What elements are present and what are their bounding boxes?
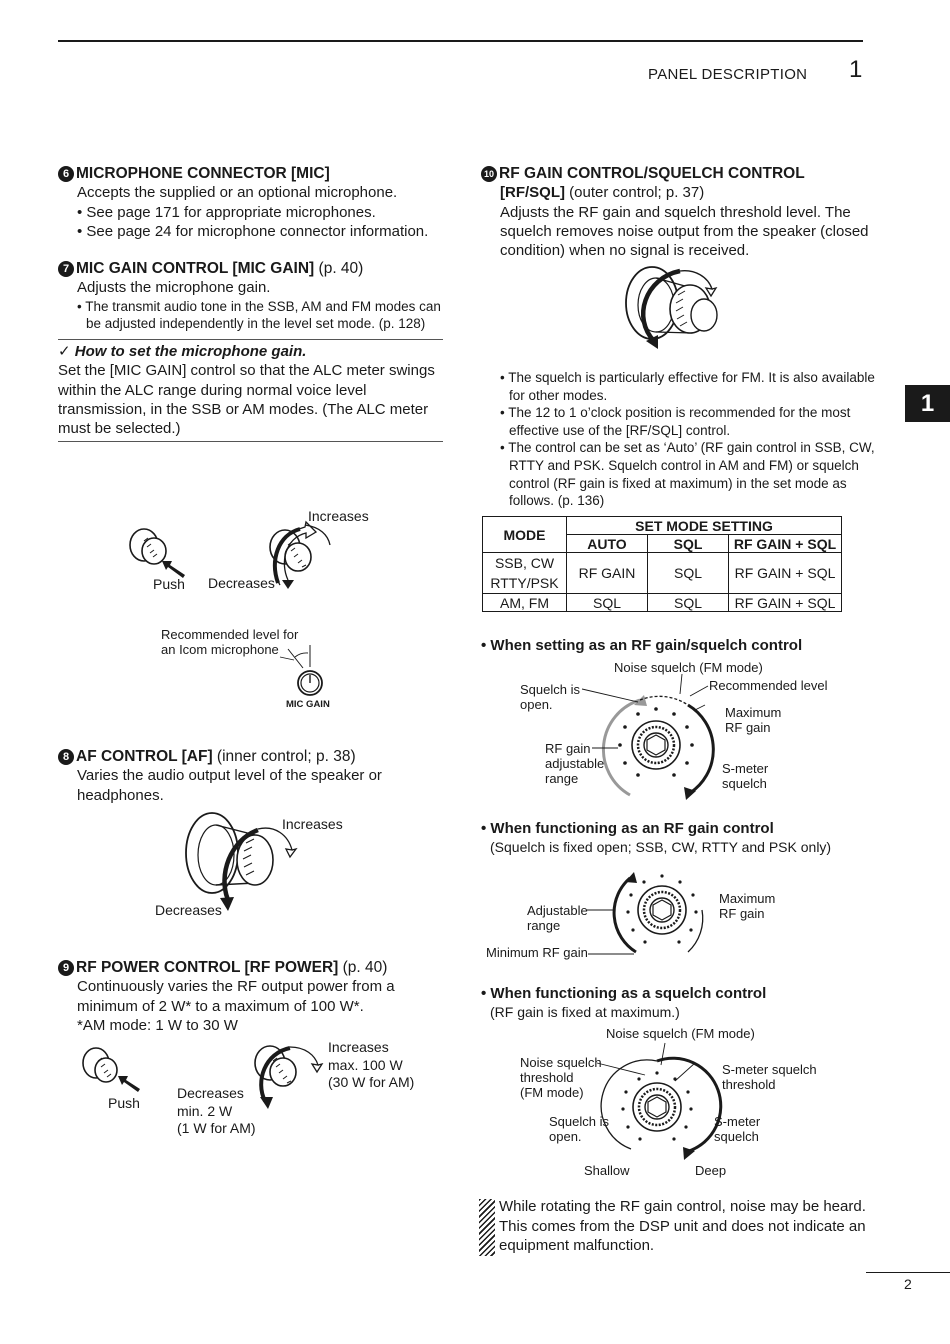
d1-smeter-label: S-meter squelch <box>722 761 769 791</box>
table-col-sql: SQL <box>648 535 729 553</box>
d1-recommended-label: Recommended level <box>709 678 828 693</box>
d3-noise-threshold-label: Noise squelch threshold (FM mode) <box>520 1055 602 1100</box>
af-decreases-label: Decreases <box>155 902 222 918</box>
d1-max-rf-label: Maximum RF gain <box>725 705 782 735</box>
rf-sql-knob-icon <box>626 267 717 339</box>
table-cell: RF GAIN + SQL <box>729 553 842 594</box>
chapter-side-tab: 1 <box>905 385 950 422</box>
howto-title: ✓ How to set the microphone gain. <box>58 342 307 360</box>
caution-note <box>481 1197 889 1256</box>
sec10-bullet-3: • The control can be set as ‘Auto’ (RF gain control in SSB, CW, RTTY and PSK. Squelch control in AM and FM) or squelch control (RF gain is fixed at maximum) in the set mode as follows. (p. 136) <box>500 440 875 509</box>
d3-noise-squelch-label: Noise squelch (FM mode) <box>606 1026 755 1041</box>
rf-power-push-label: Push <box>108 1095 140 1111</box>
table-cell: SQL <box>648 553 729 594</box>
table-row <box>483 553 842 594</box>
rf-power-decrease-arrowhead-icon <box>260 1097 273 1109</box>
mic-gain-figure <box>120 505 380 720</box>
mic-gain-howto-box <box>58 339 443 442</box>
mic-gain-push-knob <box>130 529 166 564</box>
sec6-bullet-2: • See page 24 for microphone connector information. <box>77 222 429 240</box>
table-header-set-mode: SET MODE SETTING <box>567 517 842 535</box>
sec10-desc: Adjusts the RF gain and squelch threshold level. The squelch removes noise output from the speaker (closed condition) when no signal is received. <box>500 203 869 260</box>
howto-text: Set the [MIC GAIN] control so that the ALC meter swings within the ALC range during normal voice level transmission, in the SSB or AM modes. (The ALC meter must be selected.) <box>58 362 435 438</box>
table-cell-mode: SSB, CW RTTY/PSK <box>483 553 567 594</box>
sec10-title-text: RF GAIN CONTROL/SQUELCH CONTROL <box>499 165 805 182</box>
sec7-title <box>58 259 443 278</box>
mic-gain-increases-label: Increases <box>308 508 369 524</box>
sec7-page-ref: (p. 40) <box>314 260 364 278</box>
sec10-title <box>481 164 876 183</box>
sec7-number-badge: 7 <box>58 261 74 277</box>
page-header-title: PANEL DESCRIPTION <box>648 66 808 83</box>
d3-deep-label: Deep <box>695 1163 727 1178</box>
d2-dial-icon <box>626 874 697 943</box>
d3-dial-icon <box>621 1071 692 1140</box>
sec8-desc: Varies the audio output level of the speaker or headphones. <box>77 767 382 804</box>
d3-smeter-label: S-meter squelch <box>714 1114 761 1144</box>
table-cell: RF GAIN + SQL <box>729 594 842 612</box>
table-header-mode: MODE <box>483 517 567 553</box>
rf-power-increases-label: Increases max. 100 W (30 W for AM) <box>328 1039 415 1090</box>
d3-shallow-label: Shallow <box>584 1163 630 1178</box>
sec9-title-text: RF POWER CONTROL [RF POWER] <box>76 959 339 976</box>
sec9-page-ref: (p. 40) <box>338 959 388 976</box>
rf-power-decreases-label: Decreases min. 2 W (1 W for AM) <box>177 1085 256 1136</box>
d1-rf-adjust-label: RF gain adjustable range <box>545 741 605 786</box>
d1-dial-icon <box>618 707 694 777</box>
d3-smeter-threshold-label: S-meter squelch threshold <box>722 1062 817 1092</box>
sec6-number-badge: 6 <box>58 166 74 182</box>
d2-min-pointer <box>588 949 638 959</box>
rf-power-push-knob <box>83 1048 117 1082</box>
table-row <box>483 594 842 612</box>
sec8-title-text: AF CONTROL [AF] <box>76 748 213 765</box>
d1-heading: • When setting as an RF gain/squelch control <box>481 637 803 654</box>
sec9-am-note: *AM mode: 1 W to 30 W <box>77 1016 238 1034</box>
sec10-bullets <box>481 369 876 510</box>
page-number-rule <box>866 1272 950 1273</box>
sec10-page-ref: (outer control; p. 37) <box>565 184 705 202</box>
rf-power-push-arrow-icon <box>118 1076 140 1092</box>
sec10-number-badge: 10 <box>481 166 497 182</box>
d2-max-rf-label: Maximum RF gain <box>719 891 776 921</box>
right-column <box>481 164 876 260</box>
sec6-bullet-1: • See page 171 for appropriate microphones. <box>77 203 376 221</box>
sec9-number-badge: 9 <box>58 960 74 976</box>
sec10-bullet-2: • The 12 to 1 o’clock position is recommended for the most effective use of the [RF/SQL] control. <box>500 405 851 438</box>
sec8-page-ref: (inner control; p. 38) <box>212 748 356 765</box>
d3-heading: • When functioning as a squelch control <box>481 985 767 1002</box>
af-increases-label: Increases <box>282 816 343 832</box>
d2-adjust-arrowhead-icon <box>625 872 637 883</box>
page-number: 2 <box>904 1276 912 1292</box>
d2-adjust-arc <box>614 878 636 952</box>
sec7-desc: Adjusts the microphone gain. <box>77 279 271 297</box>
increase-arrow-tip-icon <box>305 525 330 545</box>
set-mode-table <box>482 516 842 612</box>
mic-gain-knob-label: MIC GAIN <box>286 699 330 710</box>
d1-sq-pointer <box>582 686 642 706</box>
d2-min-rf-label: Minimum RF gain <box>486 945 588 960</box>
decrease-arrowhead-icon <box>282 580 294 589</box>
chapter-number: 1 <box>849 56 863 83</box>
d3-squelch-open-label: Squelch is open. <box>549 1114 609 1144</box>
sec6-desc: Accepts the supplied or an optional microphone. <box>77 184 398 202</box>
table-col-rfgain-sql: RF GAIN + SQL <box>729 535 842 553</box>
sec7-bullet: • The transmit audio tone in the SSB, AM and FM modes can be adjusted independently in the level set mode. (p. 128) <box>77 298 441 332</box>
sec6-title <box>58 164 443 183</box>
sec10-title2: [RF/SQL] <box>500 184 565 202</box>
d2-heading: • When functioning as an RF gain control <box>481 820 774 837</box>
sec10-title-line2 <box>481 183 876 202</box>
af-decrease-arrowhead-icon <box>220 897 234 911</box>
d1-smeter-arc <box>688 705 713 793</box>
mic-gain-push-label: Push <box>153 576 185 592</box>
caution-hatch-icon <box>479 1199 495 1256</box>
sec10-bullet-1: • The squelch is particularly effective for FM. It is also available for other modes. <box>500 370 875 403</box>
sec6-title-text: MICROPHONE CONNECTOR [MIC] <box>76 165 330 182</box>
d1-squelch-open-label: Squelch is open. <box>520 682 580 712</box>
header-rule <box>58 40 863 42</box>
sec8-number-badge: 8 <box>58 749 74 765</box>
table-cell: SQL <box>648 594 729 612</box>
table-cell: SQL <box>567 594 648 612</box>
recommended-level-label: Recommended level for an Icom microphone <box>161 627 299 657</box>
sec7-title-text: MIC GAIN CONTROL [MIC GAIN] <box>76 260 315 278</box>
sec9-title <box>58 958 443 977</box>
table-cell: RF GAIN <box>567 553 648 594</box>
sec8-title <box>58 747 443 766</box>
sec9-block <box>58 958 443 1035</box>
d1-pointer-lines <box>670 674 710 702</box>
d2-subheading: (Squelch is fixed open; SSB, CW, RTTY and PSK only) <box>490 839 832 855</box>
d2-adjustable-label: Adjustable range <box>527 903 588 933</box>
d1-rf-pointer <box>592 745 622 755</box>
mic-gain-decreases-label: Decreases <box>208 575 275 591</box>
d3-subheading: (RF gain is fixed at maximum.) <box>490 1004 680 1020</box>
d3-dial-diagram <box>605 1045 715 1160</box>
sec8-block <box>58 747 443 805</box>
d2-adj-pointer <box>587 905 617 915</box>
caution-note-text: While rotating the RF gain control, noise may be heard. This comes from the DSP unit and does not indicate an equipment malfunction. <box>499 1198 866 1254</box>
rf-sql-knob-figure <box>620 263 730 353</box>
d1-noise-squelch-label: Noise squelch (FM mode) <box>614 660 763 675</box>
sec9-desc: Continuously varies the RF output power from a minimum of 2 W* to a maximum of 100 W*. <box>77 978 395 1015</box>
table-col-auto: AUTO <box>567 535 648 553</box>
table-cell-mode: AM, FM <box>483 594 567 612</box>
left-column <box>58 164 443 442</box>
